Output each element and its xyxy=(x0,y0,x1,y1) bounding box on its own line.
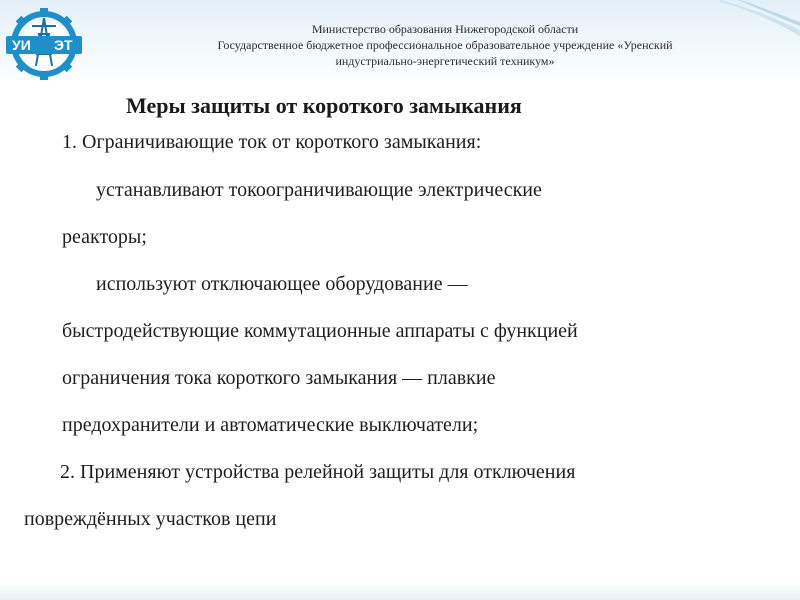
item2-line2: повреждённых участков цепи xyxy=(24,508,277,530)
logo-text-left: УИ xyxy=(12,37,31,53)
corner-decoration xyxy=(720,0,800,36)
item1-sub2-line4: предохранители и автоматические выключатели; xyxy=(62,414,479,436)
item1-sub2-line1: используют отключающее оборудование — xyxy=(96,273,468,295)
institution-header xyxy=(100,21,790,69)
logo-text-right: ЭТ xyxy=(54,37,73,53)
ministry-line: Министерство образования Нижегородской области xyxy=(311,22,579,36)
item1-sub2-line3: ограничения тока короткого замыкания — плавкие xyxy=(62,367,496,389)
footer-band xyxy=(0,580,800,600)
college-logo xyxy=(4,4,84,84)
item1-heading: 1. Ограничивающие ток от короткого замыкания: xyxy=(62,131,482,153)
page-title: Меры защиты от короткого замыкания xyxy=(126,93,522,118)
item1-sub2-line2: быстродействующие коммутационные аппараты с функцией xyxy=(62,320,578,342)
item1-sub1-line2: реакторы; xyxy=(62,226,147,248)
item2-line1: 2. Применяют устройства релейной защиты для отключения xyxy=(60,461,576,483)
institution-line: Государственное бюджетное профессиональное образовательное учреждение «Уренский xyxy=(217,38,673,52)
institution-line-2: индустриально-энергетический техникум» xyxy=(335,54,555,68)
item1-sub1-line1: устанавливают токоограничивающие электрические xyxy=(96,179,542,201)
